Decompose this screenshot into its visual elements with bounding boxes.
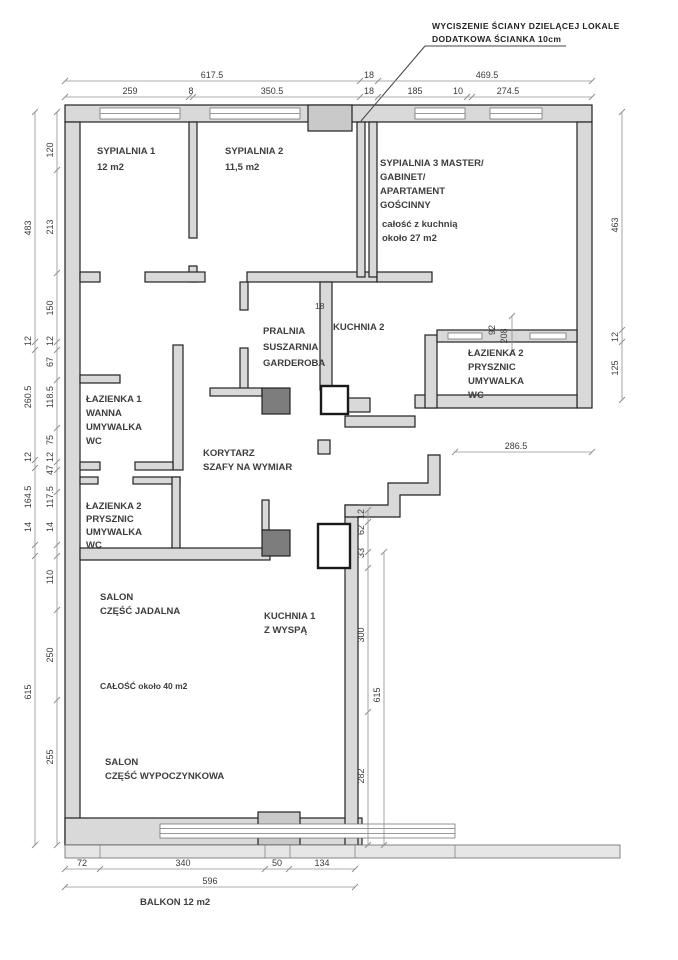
dim-value: 350.5 xyxy=(260,86,284,96)
dim-value: 92 xyxy=(487,324,497,336)
room-sypialnia2-area: 11,5 m2 xyxy=(225,162,260,173)
room-salon-wypoczynkowa-1: SALON xyxy=(105,757,139,768)
room-pralnia-2: SUSZARNIA xyxy=(263,342,319,353)
dim-value: 118.5 xyxy=(45,386,55,408)
dim-value: 62 xyxy=(356,524,366,536)
note-calosc-40: CAŁOŚĆ około 40 m2 xyxy=(100,681,188,691)
dim-value: 75 xyxy=(45,434,55,446)
dim-value: 615 xyxy=(372,687,382,703)
room-salon-jadalna-2: CZĘŚĆ JADALNA xyxy=(100,606,181,617)
room-kuchnia1-1: KUCHNIA 1 xyxy=(264,611,316,622)
dim-value: 134 xyxy=(314,858,330,868)
dim-value: 120 xyxy=(45,142,55,158)
annotation-line-2: DODATKOWA ŚCIANKA 10cm xyxy=(432,34,562,44)
room-salon-jadalna-1: SALON xyxy=(100,592,134,603)
dim-value: 12 xyxy=(23,335,33,347)
dim-value: 117.5 xyxy=(45,486,55,508)
dim-value: 72 xyxy=(76,858,88,868)
room-sypialnia3-name-1: SYPIALNIA 3 MASTER/ xyxy=(380,158,484,169)
dim-value: 260.5 xyxy=(23,385,33,409)
dim-value: 110 xyxy=(45,569,55,585)
room-sypialnia3-note-1: całość z kuchnią xyxy=(382,219,458,230)
label-balkon: BALKON 12 m2 xyxy=(140,897,211,908)
room-lazienka2-right-2: PRYSZNIC xyxy=(468,362,516,373)
dim-value: 300 xyxy=(356,627,366,643)
dim-value: 208 xyxy=(499,328,509,344)
dim-value: 125 xyxy=(610,360,620,376)
dim-value: 12 xyxy=(23,451,33,463)
dim-value: 12 xyxy=(356,508,366,520)
dim-value: 185 xyxy=(407,86,423,96)
room-lazienka1-4: WC xyxy=(86,436,102,447)
room-lazienka2-left-2: PRYSZNIC xyxy=(86,514,134,525)
dim-value: 14 xyxy=(45,521,55,533)
room-sypialnia3-name-2: GABINET/ xyxy=(380,172,426,183)
room-lazienka1-2: WANNA xyxy=(86,408,122,419)
dim-value: 47 xyxy=(45,464,55,476)
room-lazienka1-1: ŁAZIENKA 1 xyxy=(86,394,142,405)
dim-value: 18 xyxy=(363,86,375,96)
room-lazienka2-right-4: WC xyxy=(468,390,484,401)
room-sypialnia3-name-4: GOŚCINNY xyxy=(380,200,431,211)
room-lazienka2-right-3: UMYWALKA xyxy=(468,376,524,387)
dim-value: 615 xyxy=(23,684,33,700)
dim-value: 286.5 xyxy=(504,441,528,451)
room-lazienka2-left-1: ŁAZIENKA 2 xyxy=(86,501,142,512)
dim-value: 164.5 xyxy=(23,485,33,509)
dim-value: 12 xyxy=(610,331,620,343)
room-sypialnia1-area: 12 m2 xyxy=(97,162,124,173)
room-lazienka2-left-4: WC xyxy=(86,540,102,551)
room-pralnia-1: PRALNIA xyxy=(263,326,306,337)
dim-value: 596 xyxy=(202,876,218,886)
dim-value: 340 xyxy=(175,858,191,868)
dim-value: 274.5 xyxy=(496,86,520,96)
room-korytarz-2: SZAFY NA WYMIAR xyxy=(203,462,293,473)
dim-value: 259 xyxy=(122,86,138,96)
room-salon-wypoczynkowa-2: CZĘŚĆ WYPOCZYNKOWA xyxy=(105,771,225,782)
dim-value: 14 xyxy=(23,521,33,533)
dim-value: 8 xyxy=(188,86,194,96)
dim-value: 150 xyxy=(45,300,55,316)
annotation-line-1: WYCISZENIE ŚCIANY DZIELĄCEJ LOKALE xyxy=(432,21,620,31)
dim-value: 10 xyxy=(452,86,464,96)
dim-value: 617.5 xyxy=(200,70,224,80)
room-sypialnia2-name: SYPIALNIA 2 xyxy=(225,146,284,157)
dim-value: 67 xyxy=(45,356,55,368)
dim-value: 33 xyxy=(356,547,366,559)
dim-value: 282 xyxy=(356,768,366,784)
dim-wall-18: 18 xyxy=(315,301,325,311)
room-kuchnia2: KUCHNIA 2 xyxy=(333,322,385,333)
dim-value: 469.5 xyxy=(475,70,499,80)
dim-value: 250 xyxy=(45,647,55,663)
room-sypialnia3-name-3: APARTAMENT xyxy=(380,186,446,197)
dim-value: 18 xyxy=(363,70,375,80)
room-lazienka2-right-1: ŁAZIENKA 2 xyxy=(468,348,524,359)
room-kuchnia1-2: Z WYSPĄ xyxy=(264,625,308,636)
room-lazienka2-left-3: UMYWALKA xyxy=(86,527,142,538)
room-sypialnia1-name: SYPIALNIA 1 xyxy=(97,146,156,157)
room-korytarz-1: KORYTARZ xyxy=(203,448,255,459)
room-lazienka1-3: UMYWALKA xyxy=(86,422,142,433)
dim-value: 483 xyxy=(23,220,33,236)
dim-value: 255 xyxy=(45,749,55,765)
dim-value: 50 xyxy=(271,858,283,868)
dim-value: 12 xyxy=(45,335,55,347)
dim-value: 12 xyxy=(45,451,55,463)
dim-value: 213 xyxy=(45,219,55,235)
room-pralnia-3: GARDEROBA xyxy=(263,358,326,369)
dim-value: 463 xyxy=(610,217,620,233)
room-sypialnia3-note-2: około 27 m2 xyxy=(382,233,437,244)
